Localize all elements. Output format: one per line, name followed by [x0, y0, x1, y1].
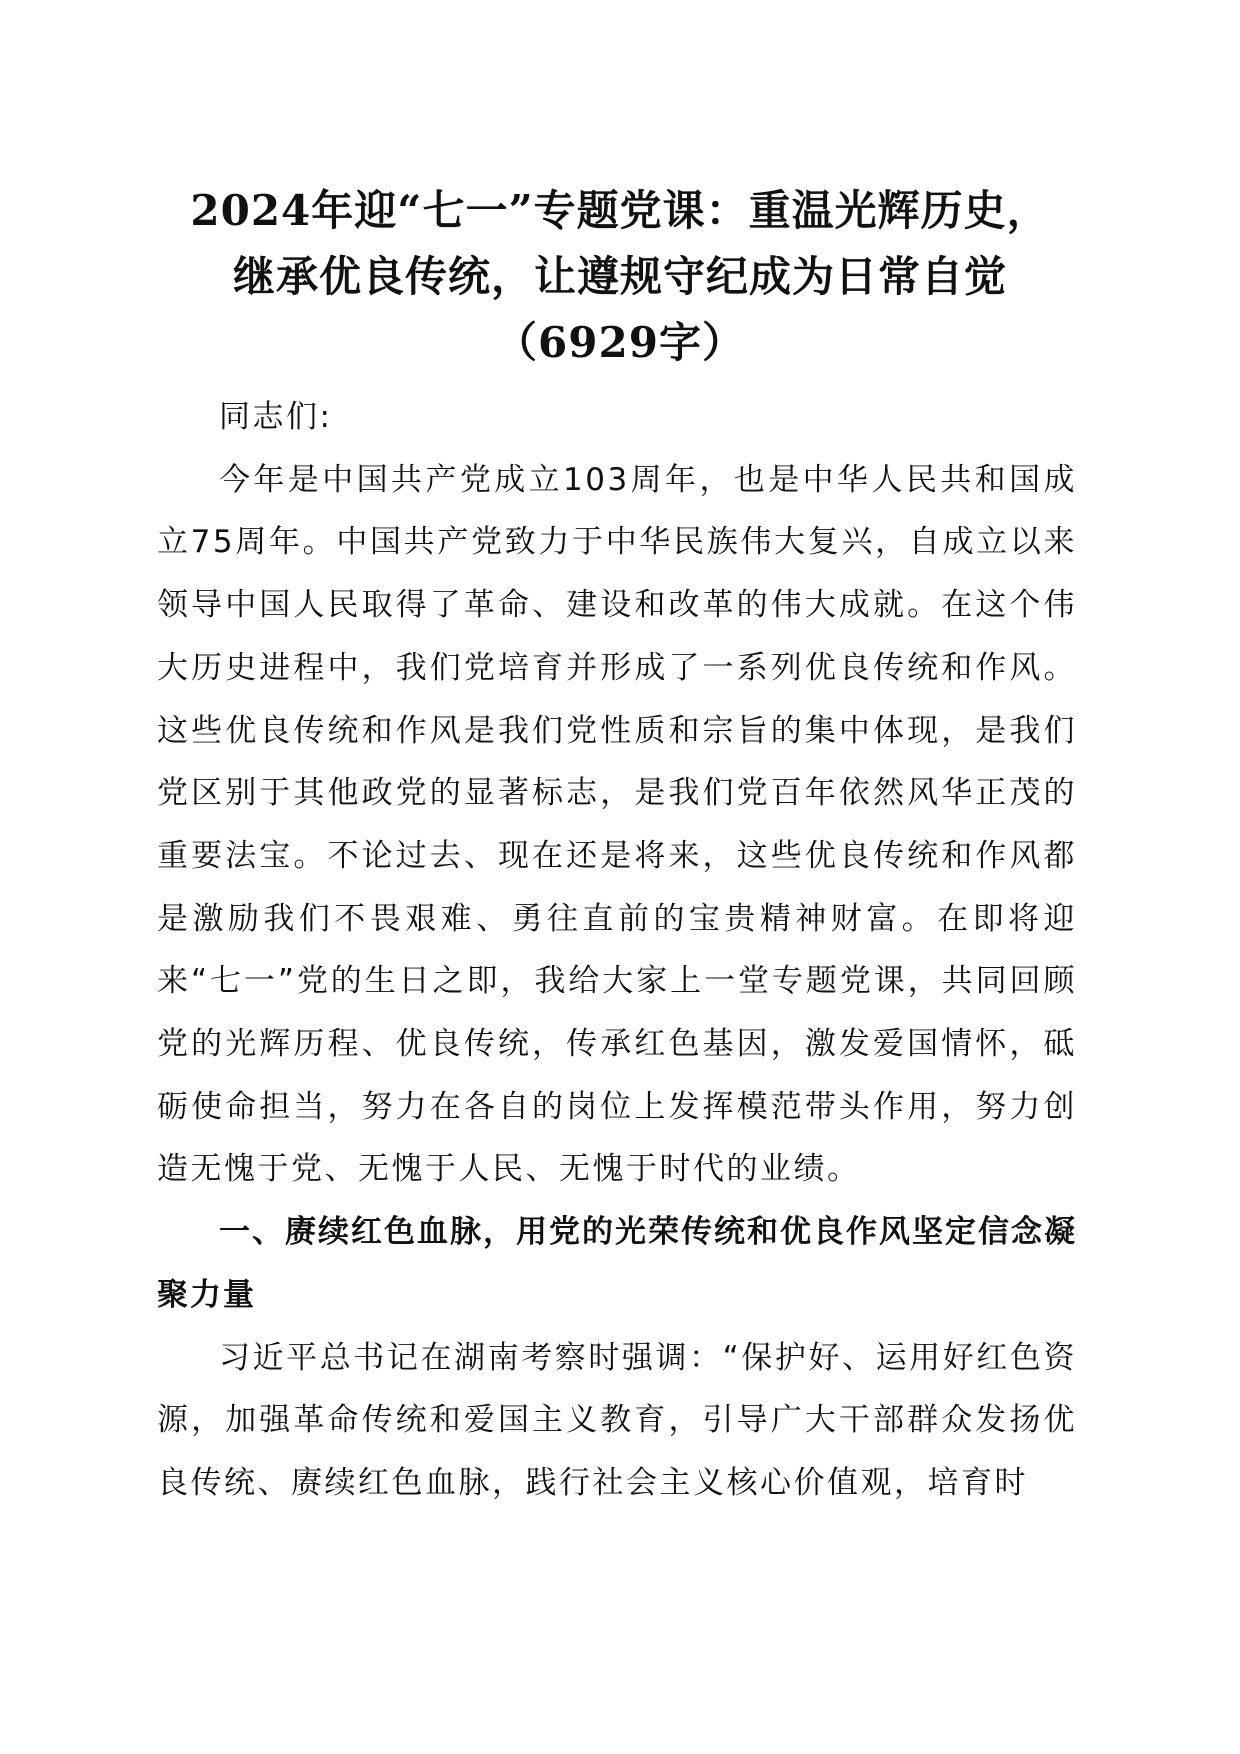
salutation: 同志们:	[219, 399, 333, 435]
document-body	[157, 386, 1077, 1515]
title-line-1: 2024年迎“七一”专题党课：重温光辉历史，	[190, 186, 1050, 235]
section-heading: 一、赓续红色血脉，用党的光荣传统和优良作风坚定信念凝聚力量	[157, 1214, 1077, 1313]
document-title	[150, 178, 1090, 376]
title-line-2: 继承优良传统，让遵规守纪成为日常自觉	[232, 252, 1007, 301]
title-word-count: （6929字）	[495, 318, 745, 367]
intro-paragraph: 今年是中国共产党成立103周年，也是中华人民共和国成立75周年。中国共产党致力于中华民族伟大复兴，自成立以来领导中国人民取得了革命、建设和改革的伟大成就。在这个伟大历史进程中，我们党培育并形成了一系列优良传统和作风。这些优良传统和作风是我们党性质和宗旨的集中体现，是我们党区别于其他政党的显著标志，是我们党百年依然风华正茂的重要法宝。不论过去、现在还是将来，这些优良传统和作风都是激励我们不畏艰难、勇往直前的宝贵精神财富。在即将迎来“七一”党的生日之即，我给大家上一堂专题党课，共同回顾党的光辉历程、优良传统，传承红色基因，激发爱国情怀，砥砺使命担当，努力在各自的岗位上发挥模范带头作用，努力创造无愧于党、无愧于人民、无愧于时代的业绩。	[157, 461, 1077, 1188]
section-paragraph: 习近平总书记在湖南考察时强调：“保护好、运用好红色资源，加强革命传统和爱国主义教育，引导广大干部群众发扬优良传统、赓续红色血脉，践行社会主义核心价值观，培育时	[157, 1339, 1077, 1501]
